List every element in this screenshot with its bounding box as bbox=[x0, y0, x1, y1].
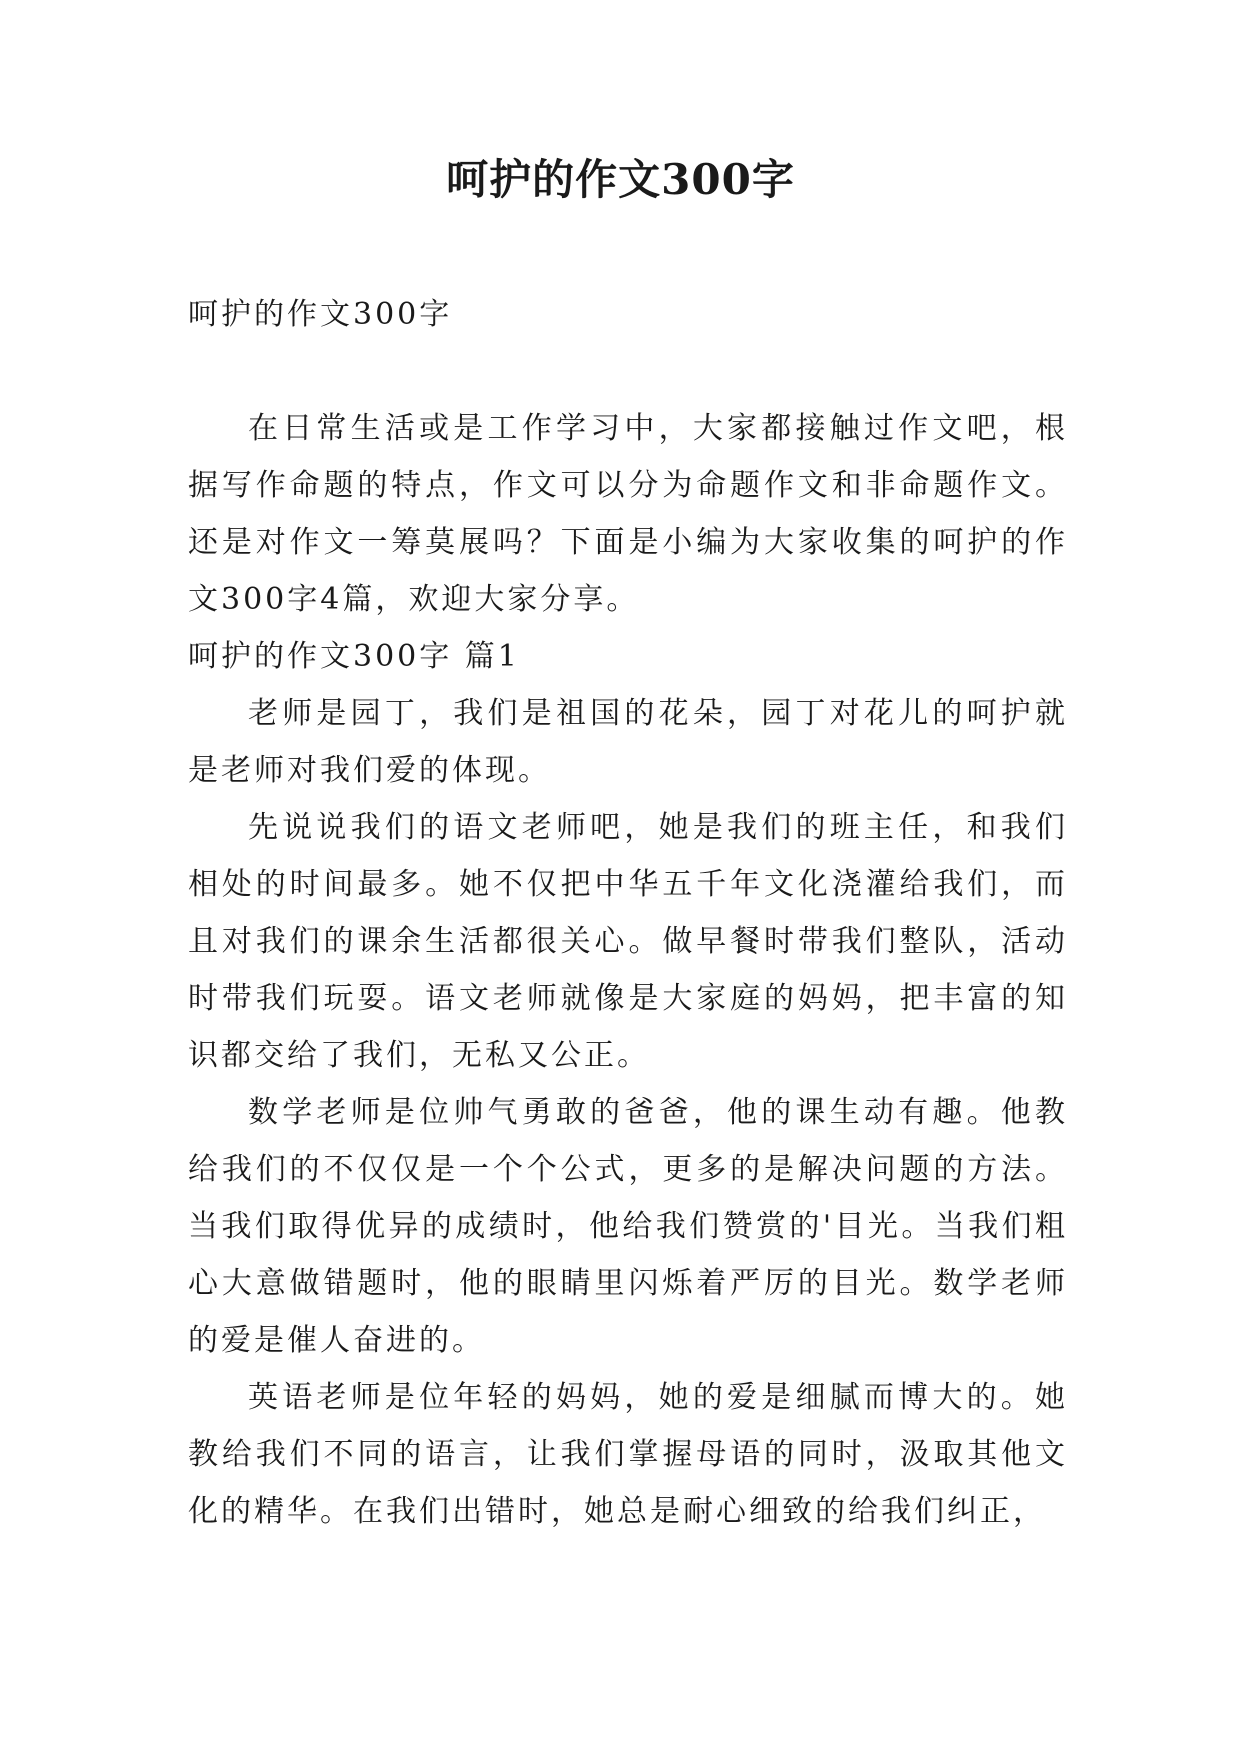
document-subtitle: 呵护的作文300字 bbox=[188, 297, 453, 332]
body-paragraph: 老师是园丁，我们是祖国的花朵，园丁对花儿的呵护就是老师对我们爱的体现。 bbox=[188, 696, 1068, 788]
intro-paragraph: 在日常生活或是工作学习中，大家都接触过作文吧，根据写作命题的特点，作文可以分为命题作文和非命题作文。还是对作文一筹莫展吗？下面是小编为大家收集的呵护的作文300字4篇，欢迎大家分享。 bbox=[188, 411, 1068, 617]
section-heading: 呵护的作文300字 篇1 bbox=[188, 639, 520, 674]
document-body bbox=[188, 286, 1068, 1540]
body-paragraph: 英语老师是位年轻的妈妈，她的爱是细腻而博大的。她教给我们不同的语言，让我们掌握母语的同时，汲取其他文化的精华。在我们出错时，她总是耐心细致的给我们纠正， bbox=[188, 1380, 1068, 1529]
document-title: 呵护的作文300字 bbox=[446, 155, 795, 204]
body-paragraph: 先说说我们的语文老师吧，她是我们的班主任，和我们相处的时间最多。她不仅把中华五千年文化浇灌给我们，而且对我们的课余生活都很关心。做早餐时带我们整队，活动时带我们玩耍。语文老师就像是大家庭的妈妈，把丰富的知识都交给了我们，无私又公正。 bbox=[188, 810, 1068, 1073]
body-paragraph: 数学老师是位帅气勇敢的爸爸，他的课生动有趣。他教给我们的不仅仅是一个个公式，更多的是解决问题的方法。当我们取得优异的成绩时，他给我们赞赏的'目光。当我们粗心大意做错题时，他的眼睛里闪烁着严厉的目光。数学老师的爱是催人奋进的。 bbox=[188, 1095, 1068, 1358]
